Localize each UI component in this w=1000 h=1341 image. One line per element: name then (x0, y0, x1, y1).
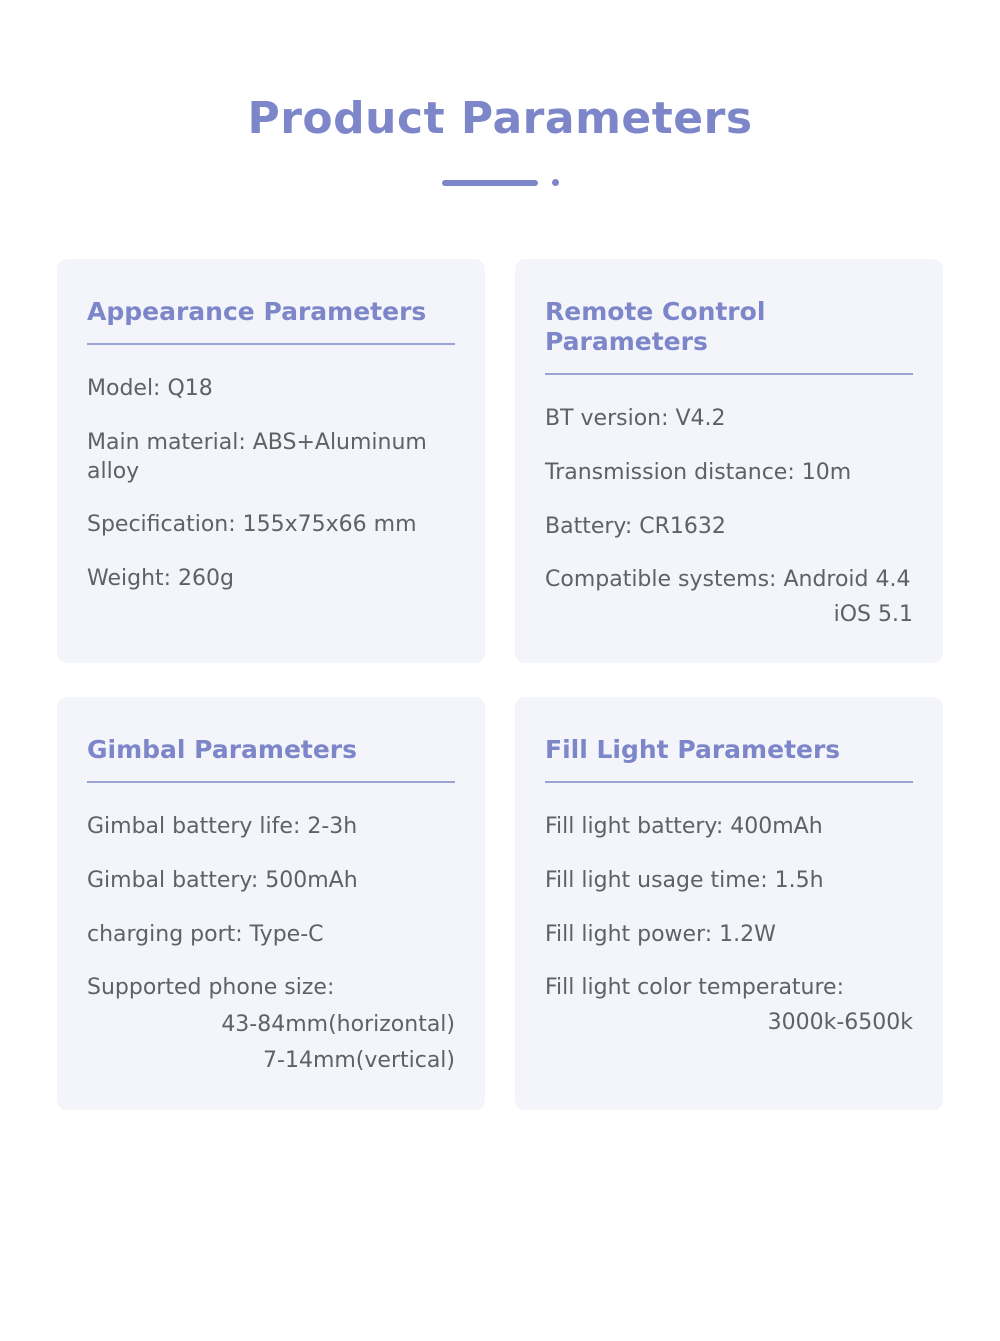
card-remote-control-parameters (515, 259, 943, 663)
spec-item-continuation: 3000k-6500k (767, 1009, 913, 1035)
page-title: Product Parameters (247, 93, 753, 144)
card-title: Gimbal Parameters (87, 735, 358, 765)
title-divider (0, 179, 1000, 186)
spec-item: BT version: V4.2 (545, 406, 726, 432)
spec-item-main: Fill light color temperature: (545, 975, 844, 1001)
card-fill-light-parameters (515, 697, 943, 1110)
spec-item (87, 974, 455, 1076)
spec-item-continuation: iOS 5.1 (833, 601, 913, 627)
spec-item: Fill light battery: 400mAh (545, 814, 823, 840)
spec-item: Specification: 155x75x66 mm (87, 512, 417, 538)
spec-list (87, 375, 455, 593)
spec-list (545, 405, 913, 629)
spec-item: Fill light power: 1.2W (545, 921, 776, 947)
spec-item: Weight: 260g (87, 565, 235, 591)
card-title: Fill Light Parameters (545, 735, 841, 765)
spec-item: Transmission distance: 10m (545, 459, 852, 485)
card-title: Remote Control Parameters (545, 297, 766, 357)
spec-item: Battery: CR1632 (545, 513, 726, 539)
spec-item: charging port: Type-C (87, 921, 324, 947)
card-gimbal-parameters (57, 697, 485, 1110)
spec-list (87, 813, 455, 1076)
spec-item-main: Compatible systems: Android 4.4 (545, 567, 911, 593)
spec-item: Fill light usage time: 1.5h (545, 867, 824, 893)
card-title-rule (87, 343, 455, 345)
spec-list (545, 813, 913, 1037)
spec-item: Main material: ABS+Aluminum alloy (87, 429, 427, 484)
spec-item-main: Supported phone size: (87, 975, 335, 1001)
spec-item-continuation: 43-84mm(horizontal) (221, 1011, 455, 1037)
divider-bar (442, 180, 538, 186)
card-title-rule (545, 373, 913, 375)
spec-item (545, 566, 913, 629)
parameter-cards-grid (57, 259, 943, 1110)
card-title-rule (87, 781, 455, 783)
spec-item-continuation-2: 7-14mm(vertical) (263, 1048, 455, 1074)
card-title: Appearance Parameters (87, 297, 427, 327)
card-appearance-parameters (57, 259, 485, 663)
divider-dot (552, 179, 559, 186)
spec-item (545, 974, 913, 1037)
spec-item: Gimbal battery: 500mAh (87, 867, 358, 893)
spec-item: Model: Q18 (87, 376, 213, 402)
spec-item: Gimbal battery life: 2-3h (87, 814, 358, 840)
card-title-rule (545, 781, 913, 783)
